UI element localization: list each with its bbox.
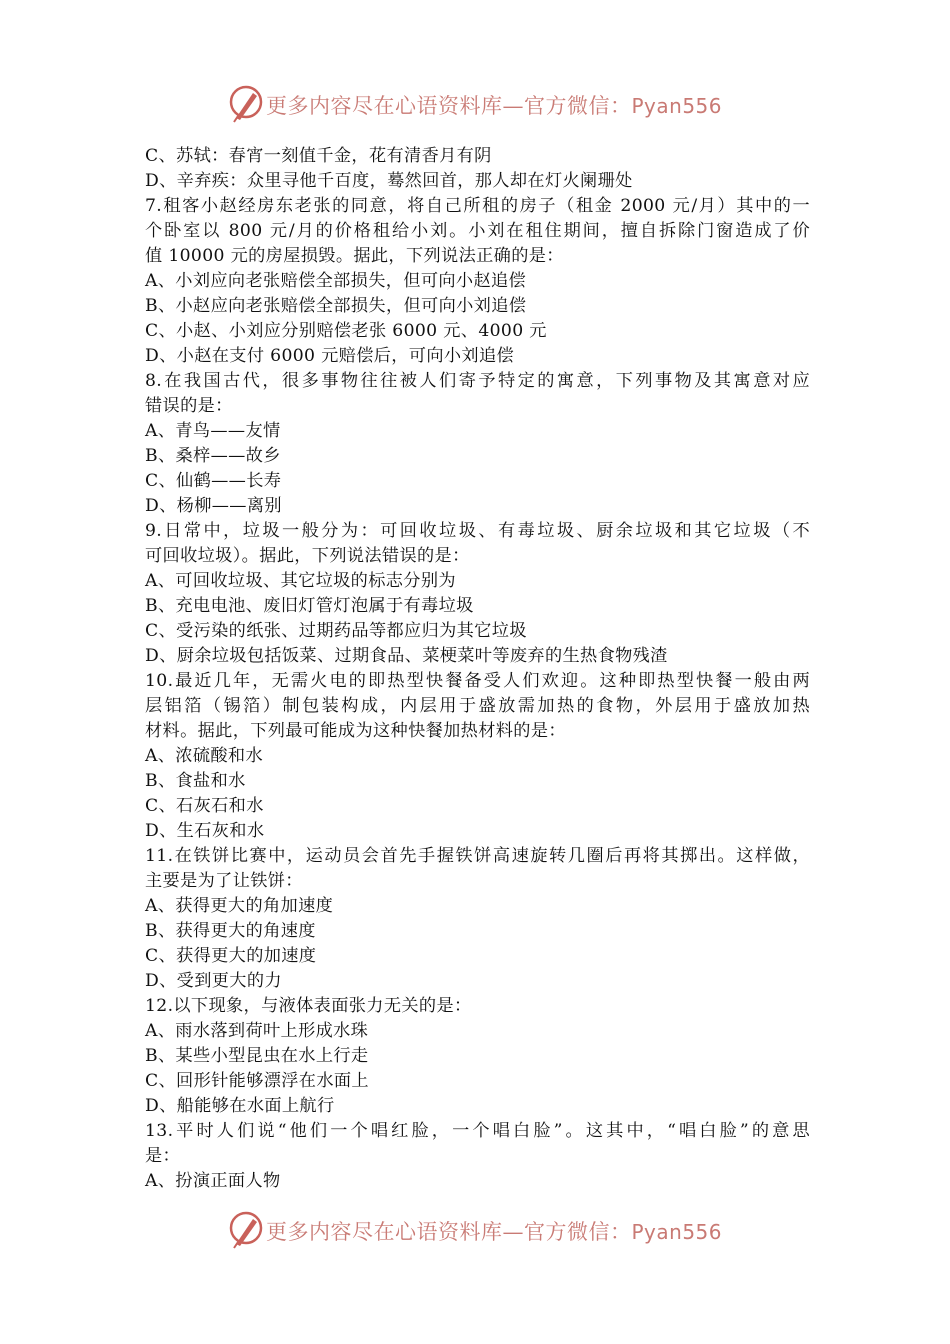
document-body (145, 144, 810, 1194)
text-line: C、受污染的纸张、过期药品等都应归为其它垃圾 (145, 621, 527, 641)
text-line: B、食盐和水 (145, 771, 246, 791)
text-line: D、杨柳——离别 (145, 496, 282, 516)
text-line: D、受到更大的力 (145, 971, 282, 991)
text-line: C、石灰石和水 (145, 796, 264, 816)
text-line: 13.平时人们说“他们一个唱红脸，一个唱白脸”。这其中，“唱白脸”的意思 (145, 1121, 810, 1141)
text-line: B、某些小型昆虫在水上行走 (145, 1046, 369, 1066)
text-line: A、获得更大的角加速度 (145, 896, 334, 916)
footer-banner (0, 1208, 950, 1252)
text-line: D、辛弃疾：众里寻他千百度，蓦然回首，那人却在灯火阑珊处 (145, 171, 633, 191)
text-line: 材料。据此，下列最可能成为这种快餐加热材料的是： (145, 721, 566, 741)
text-line: D、生石灰和水 (145, 821, 265, 841)
text-line: D、厨余垃圾包括饭菜、过期食品、菜梗菜叶等废弃的生热食物残渣 (145, 646, 668, 666)
text-line: D、小赵在支付 6000 元赔偿后，可向小刘追偿 (145, 346, 515, 366)
text-line: C、回形针能够漂浮在水面上 (145, 1071, 369, 1091)
text-line: A、小刘应向老张赔偿全部损失，但可向小赵追偿 (145, 271, 527, 291)
text-line: 是： (145, 1146, 181, 1166)
text-line: 错误的是： (145, 396, 233, 416)
text-line: 值 10000 元的房屋损毁。据此，下列说法正确的是： (145, 246, 564, 266)
text-line: A、可回收垃圾、其它垃圾的标志分别为 (145, 571, 456, 591)
text-line: B、桑梓——故乡 (145, 446, 281, 466)
text-line: 8.在我国古代，很多事物往往被人们寄予特定的寓意，下列事物及其寓意对应 (145, 371, 810, 391)
text-line: B、小赵应向老张赔偿全部损失，但可向小刘追偿 (145, 296, 527, 316)
text-line: 11.在铁饼比赛中，运动员会首先手握铁饼高速旋转几圈后再将其掷出。这样做， (145, 846, 810, 866)
text-line: 层铝箔（锡箔）制包装构成，内层用于盛放需加热的食物，外层用于盛放加热 (145, 696, 810, 716)
text-line: C、苏轼：春宵一刻值千金，花有清香月有阴 (145, 146, 492, 166)
text-line: 个卧室以 800 元/月的价格租给小刘。小刘在租住期间，擅自拆除门窗造成了价 (145, 221, 810, 241)
text-line: B、充电电池、废旧灯管灯泡属于有毒垃圾 (145, 596, 474, 616)
pen-logo-icon (226, 84, 266, 124)
text-line: 主要是为了让铁饼： (145, 871, 303, 891)
text-line: 7.租客小赵经房东老张的同意，将自己所租的房子（租金 2000 元/月）其中的一 (145, 196, 810, 216)
text-line: B、获得更大的角速度 (145, 921, 316, 941)
wechat-id: Pyan556 (631, 94, 723, 118)
banner-text: 更多内容尽在心语资料库—官方微信： (266, 94, 632, 118)
text-line: 12.以下现象，与液体表面张力无关的是： (145, 996, 472, 1016)
text-line: A、青鸟——友情 (145, 421, 281, 441)
header-banner (0, 82, 950, 126)
pen-logo-icon (226, 1210, 266, 1250)
text-line: C、小赵、小刘应分别赔偿老张 6000 元、4000 元 (145, 321, 547, 341)
text-line: A、浓硫酸和水 (145, 746, 263, 766)
text-line: A、雨水落到荷叶上形成水珠 (145, 1021, 369, 1041)
text-line: C、仙鹤——长寿 (145, 471, 282, 491)
text-line: D、船能够在水面上航行 (145, 1096, 335, 1116)
text-line: C、获得更大的加速度 (145, 946, 317, 966)
text-line: 可回收垃圾）。据此，下列说法错误的是： (145, 546, 470, 566)
text-line: A、扮演正面人物 (145, 1171, 281, 1191)
text-line: 10.最近几年，无需火电的即热型快餐备受人们欢迎。这种即热型快餐一般由两 (145, 671, 810, 691)
text-line: 9.日常中，垃圾一般分为：可回收垃圾、有毒垃圾、厨余垃圾和其它垃圾（不 (145, 521, 810, 541)
banner-text: 更多内容尽在心语资料库—官方微信： (266, 1220, 632, 1244)
wechat-id: Pyan556 (631, 1220, 723, 1244)
